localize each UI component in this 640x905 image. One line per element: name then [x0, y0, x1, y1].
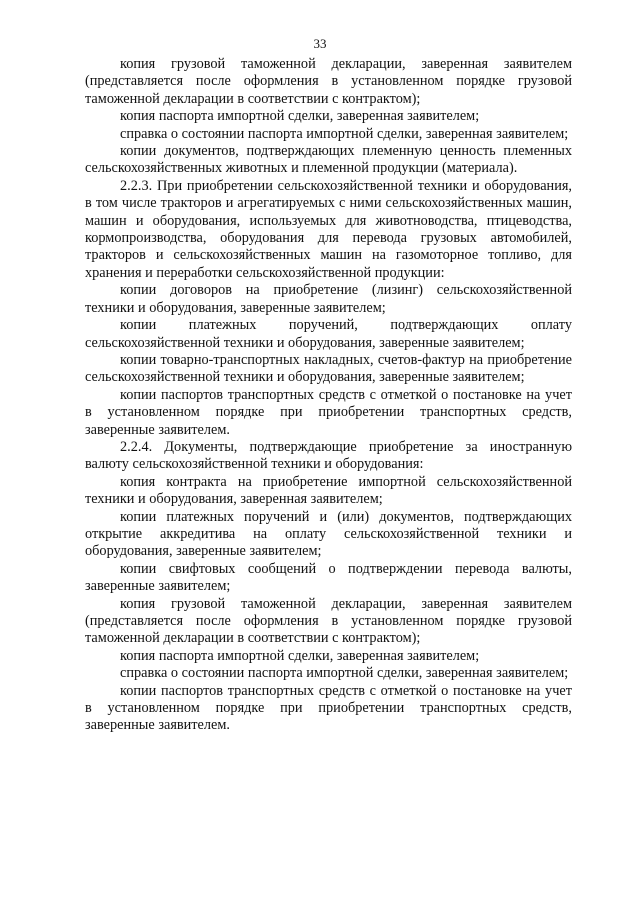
paragraph-vehicle-passports-2: копии паспортов транспортных средств с отметкой о постановке на учет в установленном порядке при приобретении транспортных средств, заверенные заявителем.	[85, 682, 572, 734]
paragraph-section-2-2-3: 2.2.3. При приобретении сельскохозяйственной техники и оборудования, в том числе тракторов и агрегатируемых с ними сельскохозяйственных машин, машин и оборудования, используемых для животноводства, птицеводства, кормопроизводства, оборудования для перевода грузовых автомобилей, тракторов и сельскохозяйственных машин на газомоторное топливо, для хранения и переработки сельскохозяйственной продукции:	[85, 177, 572, 281]
document-body	[85, 56, 572, 735]
paragraph-payment-orders: копии платежных поручений, подтверждающих оплату сельскохозяйственной техники и оборудования, заверенные заявителем;	[85, 317, 572, 351]
paragraph-import-contract-copy: копия контракта на приобретение импортной сельскохозяйственной техники и оборудования, заверенная заявителем;	[85, 473, 572, 508]
paragraph-leasing-contracts: копии договоров на приобретение (лизинг) сельскохозяйственной техники и оборудования, заверенные заявителем;	[85, 282, 572, 316]
paragraph-breeding-value-docs: копии документов, подтверждающих племенную ценность племенных сельскохозяйственных животных и племенной продукции (материала).	[85, 143, 572, 177]
paragraph-letter-of-credit: копии платежных поручений и (или) документов, подтверждающих открытие аккредитива на оплату сельскохозяйственной техники и оборудования, заверенные заявителем;	[85, 508, 572, 560]
paragraph-import-passport-copy-2: копия паспорта импортной сделки, заверенная заявителем;	[120, 647, 480, 664]
paragraph-import-passport-status: справка о состоянии паспорта импортной сделки, заверенная заявителем;	[120, 125, 569, 142]
paragraph-vehicle-passports: копии паспортов транспортных средств с отметкой о постановке на учет в установленном порядке при приобретении транспортных средств, заверенные заявителем.	[85, 386, 572, 438]
paragraph-import-declaration-copy: копия грузовой таможенной декларации, заверенная заявителем (представляется после оформления в установленном порядке грузовой таможенной декларации в соответствии с контрактом);	[85, 56, 572, 107]
paragraph-section-2-2-4: 2.2.4. Документы, подтверждающие приобретение за иностранную валюту сельскохозяйственной техники и оборудования:	[85, 438, 572, 473]
paragraph-swift-messages: копии свифтовых сообщений о подтверждении перевода валюты, заверенные заявителем;	[85, 560, 572, 595]
paragraph-import-passport-status-2: справка о состоянии паспорта импортной сделки, заверенная заявителем;	[120, 665, 569, 682]
paragraph-import-passport-copy: копия паспорта импортной сделки, заверенная заявителем;	[120, 108, 480, 125]
paragraph-import-declaration-copy-2: копия грузовой таможенной декларации, заверенная заявителем (представляется после оформления в установленном порядке грузовой таможенной декларации в соответствии с контрактом);	[85, 595, 572, 647]
page-number: 33	[313, 36, 327, 51]
paragraph-waybills-invoices: копии товарно-транспортных накладных, счетов-фактур на приобретение сельскохозяйственной техники и оборудования, заверенные заявителем;	[85, 351, 572, 386]
